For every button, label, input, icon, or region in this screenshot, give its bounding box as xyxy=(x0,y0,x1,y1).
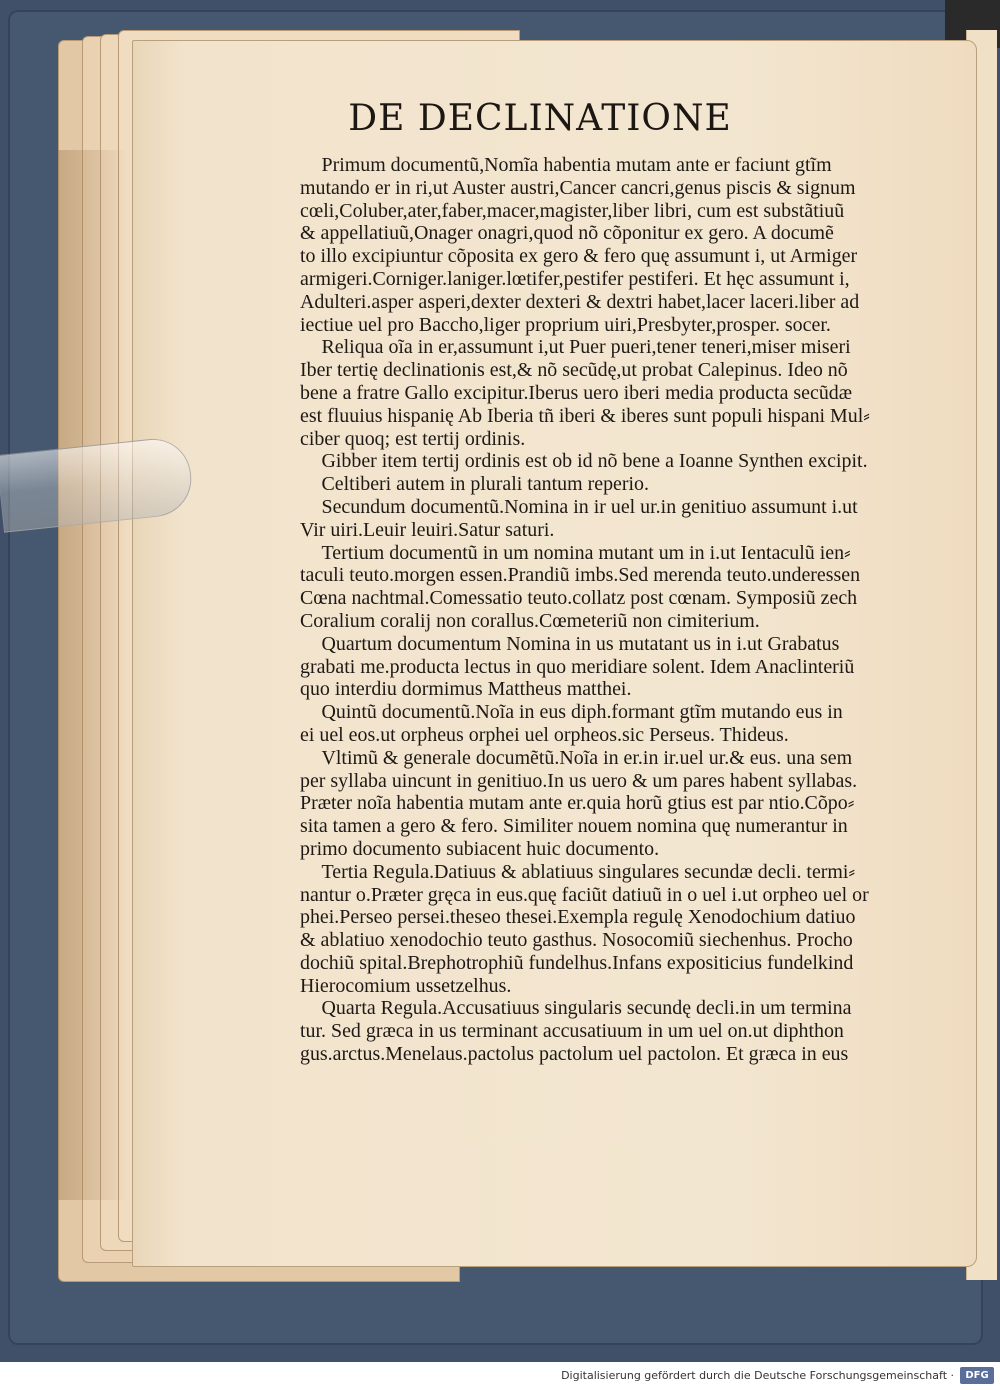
page-heading: DE DECLINATIONE xyxy=(348,98,732,139)
text-line: phei.Perseo persei.theseo thesei.Exempla regulę Xenodochium datiuo xyxy=(300,906,856,929)
text-line: armigeri.Corniger.laniger.lœtifer,pestifer pestiferi. Et hęc assumunt i, xyxy=(300,267,850,290)
text-line: Quartum documentum Nomina in us mutatant us in i.ut Grabatus xyxy=(321,632,840,655)
text-line: primo documento subiacent huic documento. xyxy=(300,837,660,860)
text-line: mutando er in ri,ut Auster austri,Cancer cancri,genus piscis & signum xyxy=(300,176,856,199)
text-line: Quarta Regula.Accusatiuus singularis secundę decli.in um termina xyxy=(321,997,852,1020)
text-line: Secundum documentũ.Nomina in ir uel ur.in genitiuo assumunt i.ut xyxy=(321,495,858,518)
text-line: Cœna nachtmal.Comessatio teuto.collatz post cœnam. Symposiũ zech xyxy=(300,587,858,610)
page-gutter-shadow xyxy=(58,150,128,1200)
text-line: cœli,Coluber,ater,faber,macer,magister,liber libri, cum est substãtiuũ xyxy=(300,199,845,222)
text-line: nantur o.Præter gręca in eus.quę faciũt datiuũ in o uel i.ut orpheo uel or xyxy=(300,883,869,906)
text-line: est fluuius hispanię Ab Iberia tñ iberi & iberes sunt populi hispani Mul⸗ xyxy=(300,404,870,427)
text-line: taculi teuto.morgen essen.Prandiũ imbs.Sed merenda teuto.underessen xyxy=(300,564,861,587)
text-line: Vir uiri.Leuir leuiri.Satur saturi. xyxy=(300,518,555,541)
text-line: bene a fratre Gallo excipitur.Iberus uero iberi media producta secũdæ xyxy=(300,381,853,404)
dfg-logo: DFG xyxy=(960,1367,994,1384)
text-line: Coralium coralij non corallus.Cœmeteriũ non cimiterium. xyxy=(300,609,760,632)
text-line: Reliqua oĩa in er,assumunt i,ut Puer pueri,tener teneri,miser miseri xyxy=(321,336,851,359)
text-line: Gibber item tertij ordinis est ob id nõ bene a Ioanne Synthen excipit. xyxy=(321,450,868,473)
footer-credit: Digitalisierung gefördert durch die Deutsche Forschungsgemeinschaft · xyxy=(561,1369,954,1382)
text-line: Celtiberi autem in plurali tantum reperio. xyxy=(321,473,650,496)
text-line: ciber quoq; est tertij ordinis. xyxy=(300,427,526,450)
page-body-text xyxy=(300,154,940,1066)
text-line: gus.arctus.Menelaus.pactolus pactolum uel pactolon. Et græca in eus xyxy=(300,1043,849,1066)
text-line: quo interdiu dormimus Mattheus matthei. xyxy=(300,678,632,701)
text-line: Hierocomium ussetzelhus. xyxy=(300,974,512,997)
text-line: Vltimũ & generale documẽtũ.Noĩa in er.in ir.uel ur.& eus. una sem xyxy=(321,746,853,769)
text-line: Primum documentũ,Nomĩa habentia mutam ante er faciunt gtĩm xyxy=(321,154,832,176)
text-line: iectiue uel pro Baccho,liger proprium uiri,Presbyter,prosper. socer. xyxy=(300,313,831,336)
text-line: dochiũ spital.Brephotrophiũ fundelhus.Infans expositicius fundelkind xyxy=(300,951,854,974)
text-line: sita tamen a gero & fero. Similiter nouem nomina quę numerantur in xyxy=(300,815,848,838)
text-line: Tertia Regula.Datiuus & ablatiuus singulares secundæ decli. termi⸗ xyxy=(321,860,856,883)
text-line: to illo excipiuntur cõposita ex gero & fero quę assumunt i, ut Armiger xyxy=(300,245,858,268)
text-line: & appellatiuũ,Onager onagri,quod nõ cõponitur ex gero. A documẽ xyxy=(300,222,834,245)
text-line: tur. Sed græca in us terminant accusatiuum in um uel on.ut diphthon xyxy=(300,1020,844,1043)
text-line: ei uel eos.ut orpheus orphei uel orpheos.sic Perseus. Thideus. xyxy=(300,723,789,746)
text-line: Iber tertię declinationis est,& nõ secũdę,ut probat Calepinus. Ideo nõ xyxy=(300,359,848,382)
footer-bar xyxy=(0,1362,1000,1390)
text-line: Tertium documentũ in um nomina mutant um in i.ut Ientaculũ ien⸗ xyxy=(321,541,851,564)
text-line: Adulteri.asper asperi,dexter dexteri & dextri habet,lacer laceri.liber ad xyxy=(300,290,860,313)
text-line: grabati me.producta lectus in quo meridiare solent. Idem Anaclinteriũ xyxy=(300,655,855,678)
text-line: & ablatiuo xenodochio teuto gasthus. Nosocomiũ siechenhus. Procho xyxy=(300,929,853,952)
text-line: per syllaba uincunt in genitiuo.In us uero & um pares habent syllabas. xyxy=(300,769,858,792)
text-line: Quintũ documentũ.Noĩa in eus diph.formant gtĩm mutando eus in xyxy=(321,701,843,724)
text-line: Præter noĩa habentia mutam ante er.quia horũ gtius est par ntio.Cõpo⸗ xyxy=(300,792,855,815)
